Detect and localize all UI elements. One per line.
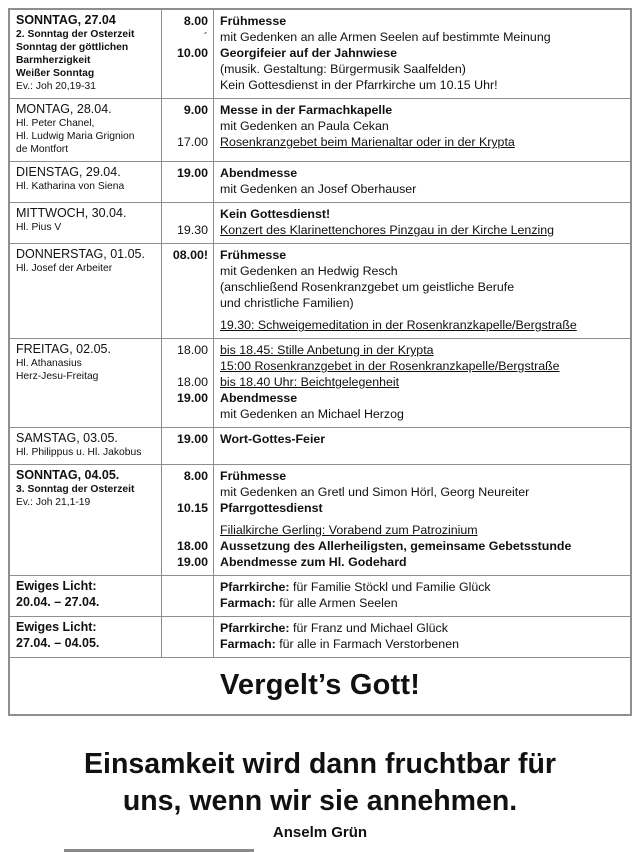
time-value: 19.00 — [176, 432, 208, 446]
schedule-row — [10, 576, 630, 617]
schedule-row — [10, 339, 630, 428]
time-column — [162, 339, 214, 427]
time-value: 8.00 — [183, 14, 208, 28]
time-column — [162, 10, 214, 98]
schedule-row — [10, 99, 630, 162]
time-value: 19.00 — [176, 166, 208, 180]
time-value — [162, 295, 208, 311]
description-line: Pfarrgottesdienst — [220, 501, 323, 515]
time-column — [162, 99, 214, 161]
day-cell — [10, 244, 162, 338]
day-detail: de Montfort — [16, 144, 69, 155]
time-column — [162, 465, 214, 575]
description-column — [214, 244, 630, 338]
description-line: 15:00 Rosenkranzgebet in der Rosenkranzkapelle/Bergstraße — [220, 359, 560, 373]
description-line: und christliche Familien) — [220, 296, 354, 310]
day-detail: Sonntag der göttlichen — [16, 42, 129, 53]
description-line: Konzert des Klarinettenchores Pinzgau in der Kirche Lenzing — [220, 223, 555, 237]
description-line: mit Gedenken an Gretl und Simon Hörl, Georg Neureiter — [220, 485, 530, 499]
schedule-row — [10, 465, 630, 576]
day-cell — [10, 465, 162, 575]
day-title: Ewiges Licht: — [16, 620, 97, 634]
time-value: 19.30 — [176, 223, 208, 237]
time-value — [162, 406, 208, 422]
time-value: ´ — [203, 30, 208, 44]
day-detail: Herz-Jesu-Freitag — [16, 371, 99, 382]
time-value — [162, 522, 208, 538]
description-line: Abendmesse — [220, 391, 298, 405]
day-detail: Hl. Katharina von Siena — [16, 181, 125, 192]
day-title: Ewiges Licht: — [16, 579, 97, 593]
description-column — [214, 162, 630, 202]
time-value — [162, 61, 208, 77]
time-value: 10.00 — [176, 46, 208, 60]
time-column — [162, 576, 214, 616]
day-title: MITTWOCH, 30.04. — [16, 206, 127, 220]
time-value — [162, 263, 208, 279]
schedule-row — [10, 244, 630, 339]
day-detail: 20.04. – 27.04. — [16, 595, 100, 609]
day-detail: Hl. Pius V — [16, 222, 62, 233]
day-detail: Hl. Philippus u. Hl. Jakobus — [16, 447, 142, 458]
schedule-row — [10, 617, 630, 658]
day-cell — [10, 203, 162, 243]
description-line: Georgifeier auf der Jahnwiese — [220, 46, 397, 60]
description-column — [214, 465, 630, 575]
description-line: mit Gedenken an Paula Cekan — [220, 119, 389, 133]
description-line: Messe in der Farmachkapelle — [220, 103, 393, 117]
description-line: Frühmesse — [220, 469, 287, 483]
schedule-row — [10, 162, 630, 203]
day-cell — [10, 617, 162, 657]
time-value — [162, 484, 208, 500]
description-line: mit Gedenken an Josef Oberhauser — [220, 182, 417, 196]
description-column — [214, 99, 630, 161]
time-value — [162, 620, 208, 636]
schedule-row — [10, 10, 630, 99]
description-line: Pfarrkirche: für Familie Stöckl und Familie Glück — [220, 580, 491, 594]
day-title: SONNTAG, 27.04 — [16, 13, 116, 27]
footer-quote-line: Einsamkeit wird dann fruchtbar für — [84, 748, 556, 780]
day-cell — [10, 576, 162, 616]
time-value: 18.00 — [176, 375, 208, 389]
time-value — [162, 358, 208, 374]
footer-quote — [0, 746, 640, 820]
schedule-row — [10, 428, 630, 465]
day-detail: Barmherzigkeit — [16, 55, 91, 66]
day-detail: Hl. Ludwig Maria Grignion — [16, 131, 135, 142]
description-line: 19.30: Schweigemeditation in der Rosenkranzkapelle/Bergstraße — [220, 318, 577, 332]
description-line: Aussetzung des Allerheiligsten, gemeinsame Gebetsstunde — [220, 539, 572, 553]
quote-author: Anselm Grün — [272, 824, 368, 841]
time-column — [162, 244, 214, 338]
description-line: Filialkirche Gerling: Vorabend zum Patrozinium — [220, 523, 478, 537]
description-column — [214, 617, 630, 657]
day-title: MONTAG, 28.04. — [16, 102, 112, 116]
day-cell — [10, 339, 162, 427]
day-detail: Hl. Peter Chanel, — [16, 118, 95, 129]
day-title: DONNERSTAG, 01.05. — [16, 247, 145, 261]
time-value: 19.00 — [176, 555, 208, 569]
time-value — [162, 206, 208, 222]
description-line: Rosenkranzgebet beim Marienaltar oder in der Krypta — [220, 135, 515, 149]
day-title: FREITAG, 02.05. — [16, 342, 111, 356]
time-column — [162, 162, 214, 202]
description-line: (anschließend Rosenkranzgebet um geistliche Berufe — [220, 280, 515, 294]
day-cell — [10, 162, 162, 202]
description-line: Wort-Gottes-Feier — [220, 432, 326, 446]
time-value — [162, 317, 208, 333]
day-detail: Hl. Athanasius — [16, 358, 82, 369]
description-line: mit Gedenken an alle Armen Seelen auf bestimmte Meinung — [220, 30, 551, 44]
day-detail: 27.04. – 04.05. — [16, 636, 100, 650]
day-detail: 2. Sonntag der Osterzeit — [16, 29, 135, 40]
day-detail: Hl. Josef der Arbeiter — [16, 263, 113, 274]
schedule-row — [10, 203, 630, 244]
day-cell — [10, 10, 162, 98]
description-line: Kein Gottesdienst! — [220, 207, 331, 221]
description-column — [214, 576, 630, 616]
description-column — [214, 203, 630, 243]
description-line: bis 18.45: Stille Anbetung in der Krypta — [220, 343, 434, 357]
time-value — [162, 579, 208, 595]
description-column — [214, 339, 630, 427]
day-detail: 3. Sonntag der Osterzeit — [16, 484, 135, 495]
time-value: 17.00 — [176, 135, 208, 149]
time-value — [162, 595, 208, 611]
time-column — [162, 428, 214, 464]
day-detail: Ev.: Joh 20,19-31 — [16, 81, 96, 92]
time-value: 9.00 — [183, 103, 208, 117]
day-detail: Ev.: Joh 21,1-19 — [16, 497, 91, 508]
time-value: 8.00 — [183, 469, 208, 483]
time-column — [162, 617, 214, 657]
description-line: mit Gedenken an Michael Herzog — [220, 407, 404, 421]
footer-quote-line: uns, wenn wir sie annehmen. — [122, 785, 518, 817]
day-title: SONNTAG, 04.05. — [16, 468, 120, 482]
description-line: bis 18.40 Uhr: Beichtgelegenheit — [220, 375, 400, 389]
day-cell — [10, 99, 162, 161]
time-value: 08.00! — [172, 248, 208, 262]
time-value — [162, 118, 208, 134]
description-line: Farmach: für alle in Farmach Verstorbenen — [220, 637, 459, 651]
time-value: 10.15 — [176, 501, 208, 515]
time-value — [162, 636, 208, 652]
time-value — [162, 181, 208, 197]
description-line: mit Gedenken an Hedwig Resch — [220, 264, 398, 278]
description-line: Frühmesse — [220, 248, 287, 262]
description-line: Abendmesse — [220, 166, 298, 180]
time-value — [162, 279, 208, 295]
day-title: DIENSTAG, 29.04. — [16, 165, 121, 179]
description-column — [214, 428, 630, 464]
mass-schedule-table — [8, 8, 632, 716]
description-line: Pfarrkirche: für Franz und Michael Glück — [220, 621, 448, 635]
day-cell — [10, 428, 162, 464]
day-detail: Weißer Sonntag — [16, 68, 95, 79]
description-line: Kein Gottesdienst in der Pfarrkirche um 10.15 Uhr! — [220, 78, 498, 92]
time-value: 18.00 — [176, 343, 208, 357]
time-value — [162, 77, 208, 93]
description-line: (musik. Gestaltung: Bürgermusik Saalfelden) — [220, 62, 466, 76]
time-value: 19.00 — [176, 391, 208, 405]
time-column — [162, 203, 214, 243]
description-column — [214, 10, 630, 98]
description-line: Abendmesse zum Hl. Godehard — [220, 555, 407, 569]
time-value: 18.00 — [176, 539, 208, 553]
description-line: Farmach: für alle Armen Seelen — [220, 596, 398, 610]
day-title: SAMSTAG, 03.05. — [16, 431, 118, 445]
thanks-banner: Vergelt’s Gott! — [219, 669, 421, 701]
description-line: Frühmesse — [220, 14, 287, 28]
